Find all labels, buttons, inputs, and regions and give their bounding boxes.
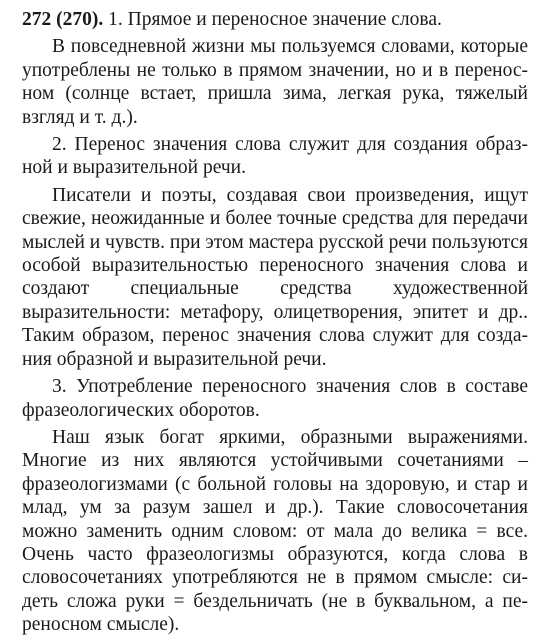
- paragraph-4: 3. Употребление переносного значения слов в составе фразеологических оборотов.: [22, 376, 528, 421]
- paragraph-1: В повседневной жизни мы пользуемся словами, которые употреблены не только в прямом значении, но и в переносном (солнце встает, пришла зима, легкая рука, тяжелый взгляд и т. д.).: [22, 36, 528, 128]
- exercise-number: 272 (270).: [22, 9, 104, 30]
- exercise-heading-line: [22, 8, 528, 31]
- paragraph-3: Писатели и поэты, создавая свои произведения, ищут свежие, неожиданные и более точные средства для передачи мыслей и чувств. при этом мастера русской речи пользуются особой выразительностью переносного значения слова и создают специальные средства художественной выразительности: метафору, олицетворения, эпитет и др.. Таким образом, перенос значения слова служит для создания образной и выразительной речи.: [22, 184, 529, 370]
- paragraph-2: 2. Перенос значения слова служит для создания образной и выразительной речи.: [22, 134, 528, 179]
- paragraph-5: Наш язык богат яркими, образными выражениями. Многие из них являются устойчивыми сочетаниями – фразеологизмами (с больной головы на здоровую, и стар и млад, ум за разум зашел и др.). Такие словосочетания можно заменить одним словом: от мала до велика = все. Очень часто фразеологизмы образуются, когда слова в словосочетаниях употребляются не в прямом смысле: сидеть сложа руки = бездельничать (не в буквальном, а переносном смысле).: [22, 426, 528, 636]
- exercise-heading: 1. Прямое и переносное значение слова.: [108, 9, 442, 30]
